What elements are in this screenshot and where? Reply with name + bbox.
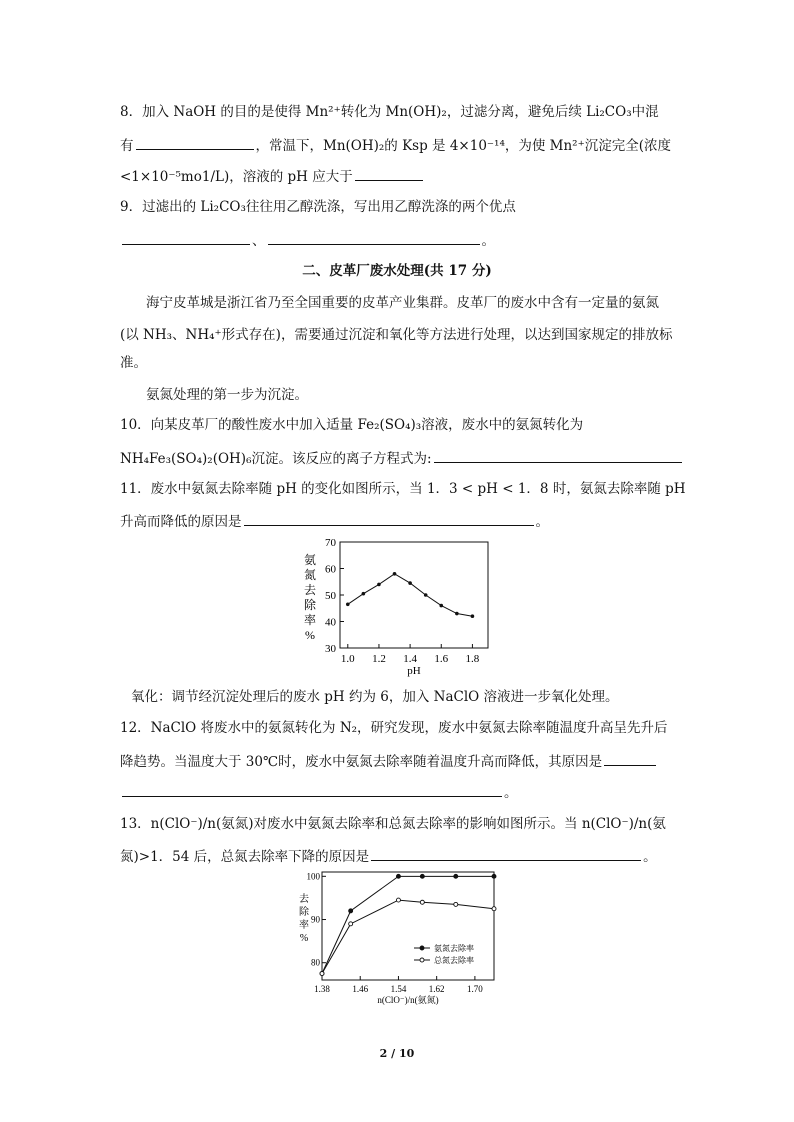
data-point [439,604,443,608]
q8-line2 [120,135,671,155]
q12-blank-1[interactable] [604,751,656,766]
legend-marker [420,958,424,962]
data-point [393,572,397,576]
y-axis-label-char: 除 [303,598,317,612]
q8-line2-a: 有 [120,138,134,154]
x-tick-label: 1.2 [372,653,386,665]
intro-line2: (以 NH₃、NH₄⁺形式存在)，需要通过沉淀和氧化等方法进行处理，以达到国家规定的排放标 [120,327,673,343]
x-tick-label: 1.54 [390,984,407,994]
x-tick-label: 1.4 [403,653,417,665]
x-axis-label: n(ClO⁻)/n(氨氮) [377,995,439,1005]
y-axis-label-char: 去 [303,583,317,597]
q8-line3 [120,166,425,186]
data-point [454,874,458,878]
x-tick-label: 1.8 [465,653,480,665]
y-tick-label: 50 [325,590,336,602]
data-point [349,922,353,926]
data-point [320,972,324,976]
q9-end: 。 [481,233,495,249]
data-point [492,874,496,878]
q8-blank-2[interactable] [355,166,423,181]
y-tick-label: 30 [325,643,336,655]
x-tick-label: 1.6 [434,653,449,665]
clo-ratio-removal-chart [290,864,512,1014]
q10-line2-a: NH₄Fe₃(SO₄)₂(OH)₆沉淀。该反应的离子方程式为: [120,451,432,467]
q8-line2-b: ，常温下，Mn(OH)₂的 Ksp 是 4×10⁻¹⁴，为使 Mn²⁺沉淀完全(浓度 [255,138,671,154]
oxidation-text: 氧化：调节经沉淀处理后的废水 pH 约为 6，加入 NaClO 溶液进一步氧化处理。 [131,689,619,705]
y-axis-label-char: % [305,628,315,642]
legend-label: 总氮去除率 [434,956,474,965]
q13-line1: 13．n(ClO⁻)/n(氨氮)对废水中氨氮去除率和总氮去除率的影响如图所示。当 n(ClO⁻)/n(氨 [120,816,666,832]
q11-end: 。 [535,514,549,530]
q13-line2 [120,846,657,866]
data-point [377,583,381,587]
q10-line1: 10．向某皮革厂的酸性废水中加入适量 Fe₂(SO₄)₃溶液，废水中的氨氮转化为 [120,417,584,433]
series-line [348,574,473,616]
x-tick-label: 1.46 [352,984,369,994]
q12-blank-2[interactable] [122,782,502,797]
data-point [454,902,458,906]
y-tick-label: 60 [325,563,336,576]
x-tick-label: 1.38 [314,984,330,994]
x-axis-label: pH [407,665,421,677]
y-axis-label-char: 氨 [303,553,317,567]
intro-line1: 海宁皮革城是浙江省乃至全国重要的皮革产业集群。皮革厂的废水中含有一定量的氨氮 [146,295,659,311]
q12-line2-text: 降趋势。当温度大于 30℃时，废水中氨氮去除率随着温度升高而降低，其原因是 [120,754,603,770]
legend-label: 氨氮去除率 [434,944,474,953]
y-axis-label-char: 率 [303,613,317,627]
q8-blank-1[interactable] [136,135,254,150]
data-point [349,909,353,913]
y-axis-label-char: 去 [299,894,309,905]
data-point [362,592,366,596]
q12-line3 [120,782,518,802]
data-point [396,898,400,902]
y-tick-label: 100 [306,871,320,882]
q9-blank-2[interactable] [268,230,480,245]
ph-removal-chart [290,538,510,678]
q9-line2 [120,230,495,250]
q11-blank[interactable] [244,511,534,526]
q10-line2 [120,448,684,468]
q11-line2-a: 升高而降低的原因是 [120,514,242,530]
q11-line2 [120,511,549,531]
q13-blank[interactable] [371,846,641,861]
y-axis-label-char: 除 [299,907,309,918]
data-point [424,593,428,597]
y-axis-label-char: 率 [299,920,309,931]
q12-line2 [120,751,658,771]
q10-blank[interactable] [434,448,682,463]
data-point [471,614,475,618]
section-title: 二、皮革厂废水处理(共 17 分) [302,263,492,279]
data-point [492,907,496,911]
y-axis-label-char: % [299,933,309,944]
q8-line1: 8．加入 NaOH 的目的是使得 Mn²⁺转化为 Mn(OH)₂，过滤分离，避免后续 Li₂CO₃中混 [120,104,659,120]
q8-line3-a: <1×10⁻⁵mo1/L)，溶液的 pH 应大于 [120,169,353,185]
q12-line1: 12．NaClO 将废水中的氨氮转化为 N₂，研究发现，废水中氨氮去除率随温度升高呈先升后 [120,720,668,736]
data-point [420,874,424,878]
page-number: 2 / 10 [379,1047,415,1060]
q13-end: 。 [643,849,657,865]
y-tick-label: 40 [325,616,336,629]
data-point [408,581,412,585]
y-tick-label: 80 [311,957,320,968]
legend-marker [420,946,424,950]
x-tick-label: 1.0 [340,653,355,665]
data-point [396,874,400,878]
data-point [455,612,459,616]
q9-blank-1[interactable] [122,230,250,245]
q11-line1: 11．废水中氨氮去除率随 pH 的变化如图所示，当 1．3 < pH < 1．8 时，氨氮去除率随 pH [120,481,686,497]
data-point [346,602,350,606]
y-axis-label-char: 氮 [303,568,317,582]
x-tick-label: 1.70 [467,984,483,994]
intro-line3: 准。 [120,355,147,371]
data-point [420,900,424,904]
q9-sep: 、 [252,233,266,249]
y-tick-label: 70 [325,538,336,549]
q9-line1: 9．过滤出的 Li₂CO₃往往用乙醇洗涤，写出用乙醇洗涤的两个优点 [120,199,516,215]
x-tick-label: 1.62 [428,984,445,994]
q13-line2-a: 氮)>1．54 后，总氮去除率下降的原因是 [120,849,370,865]
q12-end: 。 [504,785,518,801]
step1-text: 氨氮处理的第一步为沉淀。 [146,387,308,403]
y-tick-label: 90 [311,914,320,925]
